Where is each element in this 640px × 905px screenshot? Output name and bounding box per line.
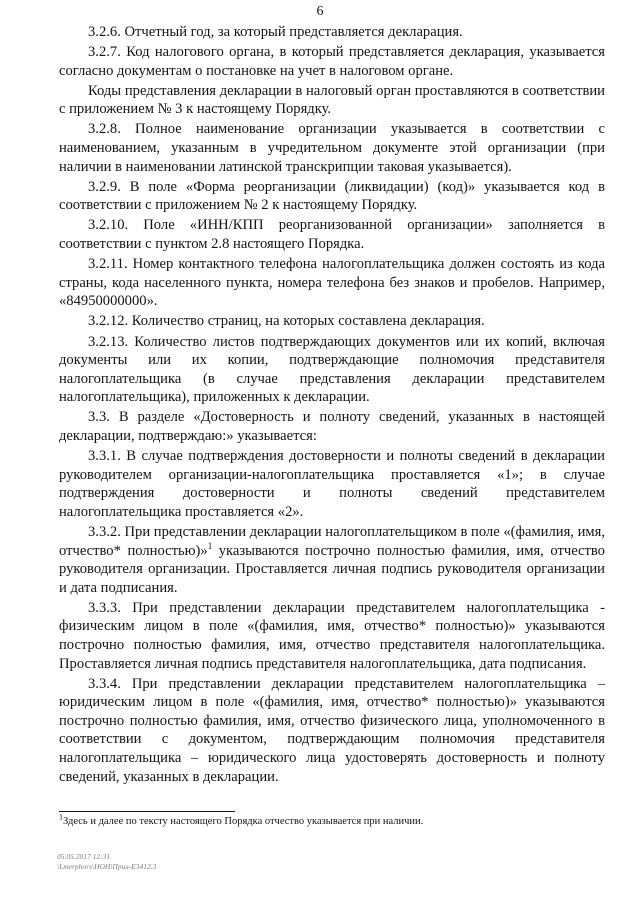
stamp-datetime: 05.05.2017 12:31 bbox=[57, 852, 111, 861]
paragraph-3-2-11: 3.2.11. Номер контактного телефона налогоплательщика должен состоять из кода страны, кода населенного пункта, номера телефона без знаков и пробелов. Например, «84950000000». bbox=[59, 256, 605, 310]
paragraph-3-3-1: 3.3.1. В случае подтверждения достоверности и полноты сведений в декларации руководителем организации-налогоплательщика проставляется «1»; в случае подтверждения достоверности и полноты сведений представителем налогоплательщика проставляется «2». bbox=[59, 448, 605, 520]
paragraph-3-2-13: 3.2.13. Количество листов подтверждающих документов или их копий, включая документы или их копии, подтверждающие полномочия представителя налогоплательщика (в случае представления декларации представителем налогоплательщика), приложенных к декларации. bbox=[59, 333, 605, 406]
paragraph-3-3-3: 3.3.3. При представлении декларации представителем налогоплательщика - физическим лицом в поле «(фамилия, имя, отчество* полностью)» указываются построчно полностью фамилия, имя, отчество представителя налогоплательщика. Проставляется личная подпись представителя налогоплательщика, дата подписания. bbox=[59, 599, 605, 672]
footnote bbox=[59, 812, 605, 828]
print-stamp bbox=[57, 852, 156, 871]
paragraph-3-3-2 bbox=[59, 523, 605, 597]
stamp-filepath: \Lmerphors\НОН\Прил-E3412.3 bbox=[57, 861, 157, 871]
paragraph-3-2-7: 3.2.7. Код налогового органа, в который представляется декларация, указывается согласно документам о постановке на учет в налоговом органе. bbox=[59, 44, 605, 79]
paragraph-3-2-6: 3.2.6. Отчетный год, за который представляется декларация. bbox=[88, 24, 463, 40]
footnote-marker: 1 bbox=[59, 812, 63, 822]
document-body bbox=[59, 23, 605, 788]
paragraph-3-3-4: 3.3.4. При представлении декларации представителем налогоплательщика – юридическим лицом в поле «(фамилия, имя, отчество* полностью)» указываются построчно полностью фамилия, имя, отчество физического лица, уполномоченного в соответствии с документом, подтверждающим полномочия представителя налогоплательщика – юридического лица удостоверять достоверность и полноту сведений, указанных в декларации. bbox=[59, 675, 605, 785]
footnote-divider bbox=[59, 811, 235, 812]
paragraph-3-3-2-end: указываются построчно полностью фамилия, имя, отчество руководителя организации. Проставляется личная подпись руководителя организации и дата подписания. bbox=[59, 542, 605, 596]
paragraph-3-2-9: 3.2.9. В поле «Форма реорганизации (ликвидации) (код)» указывается код в соответствии с приложением № 2 к настоящему Порядку. bbox=[59, 178, 605, 214]
paragraph-3-2-8: 3.2.8. Полное наименование организации указывается в соответствии с наименованием, указанным в учредительном документе этой организации (при наличии в наименовании латинской транскрипции таковая указывается). bbox=[59, 121, 605, 175]
paragraph-3-3-2-start: 3.3.2. При представлении декларации налогоплательщиком в поле «(фамилия, имя, отчество* полностью)» bbox=[59, 523, 605, 559]
paragraph-codes: Коды представления декларации в налоговый орган проставляются в соответствии с приложением № 3 к настоящему Порядку. bbox=[59, 82, 605, 118]
footnote-text: Здесь и далее по тексту настоящего Порядка отчество указывается при наличии. bbox=[63, 816, 424, 827]
paragraph-3-2-12: 3.2.12. Количество страниц, на которых составлена декларация. bbox=[88, 313, 485, 330]
footnote-ref: 1 bbox=[207, 540, 213, 551]
paragraph-3-2-10: 3.2.10. Поле «ИНН/КПП реорганизованной организации» заполняется в соответствии с пунктом 2.8 настоящего Порядка. bbox=[59, 217, 605, 253]
page-number: 6 bbox=[316, 4, 324, 19]
paragraph-3-3: 3.3. В разделе «Достоверность и полноту сведений, указанных в настоящей декларации, подтверждаю:» указывается: bbox=[59, 409, 605, 444]
